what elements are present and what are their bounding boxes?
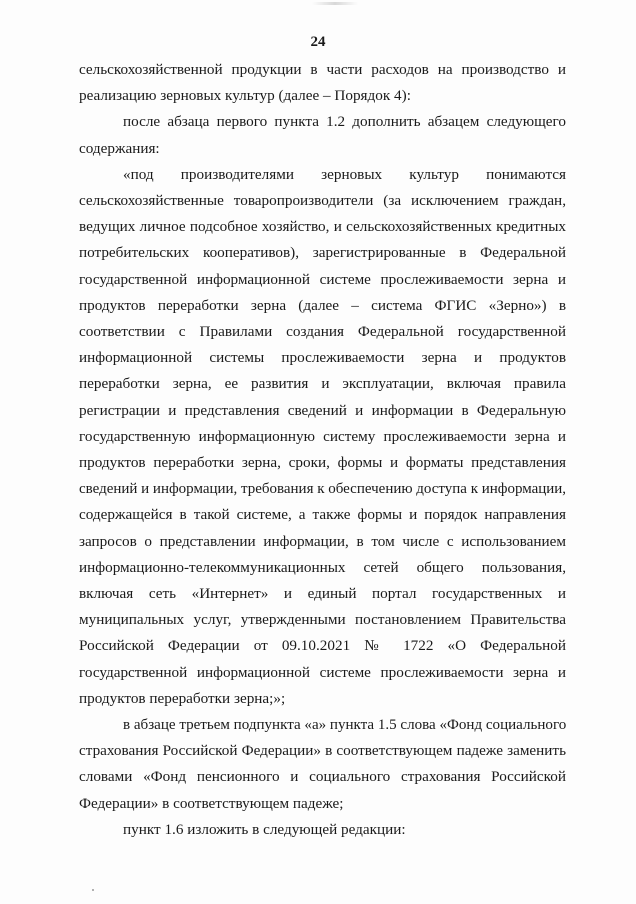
text-line: государственную информационную систему прослеживаемости зерна и [79, 427, 566, 445]
text-line: ведущих личное подсобное хозяйство, и сельскохозяйственных кредитных [79, 218, 566, 236]
text-line: Федерации» в соответствующем падеже; [79, 794, 344, 812]
text-line: регистрации и представления сведений и информации в Федеральную [79, 401, 566, 419]
text-line: содержания: [79, 139, 160, 157]
text-line: после абзаца первого пункта 1.2 дополнить абзацем следующего [123, 113, 566, 131]
text-line: страхования Российской Федерации» в соответствующем падеже заменить [79, 742, 566, 760]
page-number: 24 [310, 34, 326, 50]
text-line: государственной информационной системе прослеживаемости зерна и [79, 270, 566, 288]
text-line: реализацию зерновых культур (далее – Порядок 4): [79, 87, 411, 105]
text-line: пункт 1.6 изложить в следующей редакции: [123, 820, 406, 838]
text-line: словами «Фонд пенсионного и социального страхования Российской [79, 768, 566, 786]
text-line: информационно-телекоммуникационных сетей общего пользования, [79, 558, 566, 576]
text-line: информационной системы прослеживаемости зерна и продуктов [79, 349, 566, 367]
text-line: «под производителями зерновых культур понимаются [123, 165, 566, 183]
scan-speck [92, 889, 94, 891]
scan-artifact [312, 2, 358, 5]
body-text [79, 57, 566, 843]
text-line: переработки зерна, ее развития и эксплуатации, включая правила [79, 375, 566, 393]
text-line: сельскохозяйственной продукции в части расходов на производство и [79, 61, 566, 78]
text-line: муниципальных услуг, утвержденными постановлением Правительства [79, 611, 566, 629]
text-line: сведений и информации, требования к обеспечению доступа к информации, [79, 481, 567, 498]
text-line: содержащейся в такой системе, а также формы и порядок направления [79, 506, 566, 524]
text-line: государственной информационной системе прослеживаемости зерна и [79, 663, 566, 681]
text-line: продуктов переработки зерна;»; [79, 689, 286, 707]
text-line: в абзаце третьем подпункта «а» пункта 1.5 слова «Фонд социального [123, 717, 567, 734]
text-line: продуктов переработки зерна, сроки, формы и форматы представления [79, 454, 566, 472]
text-line: потребительских кооперативов), зарегистрированные в Федеральной [79, 244, 566, 262]
text-line: сельскохозяйственные товаропроизводители (за исключением граждан, [79, 192, 566, 210]
text-line: Российской Федерации от 09.10.2021 № 1722 «О Федеральной [79, 637, 566, 655]
text-line: включая сеть «Интернет» и единый портал государственных и [79, 585, 566, 603]
text-line: продуктов переработки зерна (далее – система ФГИС «Зерно») в [79, 296, 566, 314]
text-line: запросов о представлении информации, в том числе с использованием [79, 532, 566, 550]
text-line: соответствии с Правилами создания Федеральной государственной [79, 323, 566, 341]
